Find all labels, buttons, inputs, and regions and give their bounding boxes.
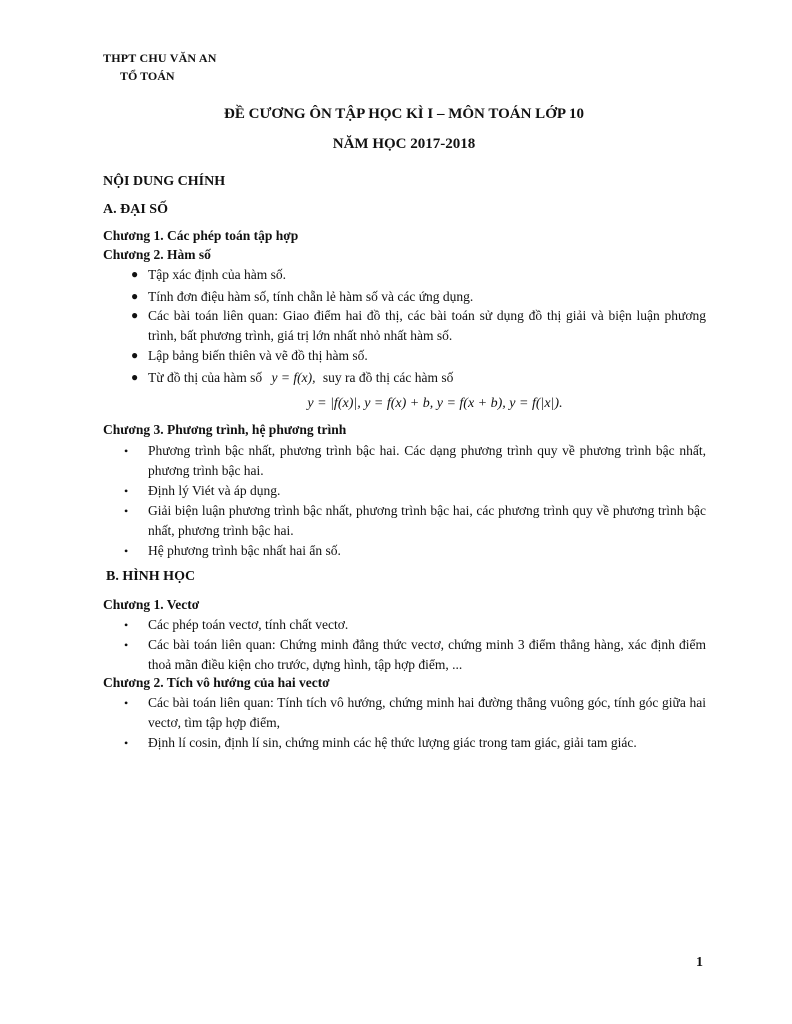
- algebra-chapter-1: Chương 1. Các phép toán tập hợp: [103, 228, 299, 243]
- geometry-chapter-1: Chương 1. Vectơ: [103, 597, 200, 612]
- department-name: TỔ TOÁN: [120, 69, 175, 83]
- list-item: Định lí cosin, định lí sin, chứng minh các hệ thức lượng giác trong tam giác, giải tam giác.: [148, 735, 637, 750]
- list-item: Lập bảng biến thiên và vẽ đồ thị hàm số.: [148, 348, 368, 363]
- bullet-icon: ●: [131, 348, 139, 362]
- bullet-icon: •: [124, 696, 129, 710]
- main-heading: NỘI DUNG CHÍNH: [103, 174, 226, 189]
- school-year: NĂM HỌC 2017-2018: [332, 136, 476, 152]
- list-item: [148, 368, 706, 388]
- bullet-icon: ●: [131, 267, 139, 281]
- list-item: Các bài toán liên quan: Giao điểm hai đồ thị, các bài toán sử dụng đồ thị giải và biện luận phương trình, bất phương trình, giá trị lớn nhất nhỏ nhất hàm số.: [148, 308, 706, 343]
- list-item: Tính đơn điệu hàm số, tính chẵn lẻ hàm số và các ứng dụng.: [148, 289, 474, 304]
- geometry-chapter-2: Chương 2. Tích vô hướng của hai vectơ: [103, 675, 330, 690]
- bullet-icon: •: [124, 544, 129, 558]
- bullet-icon: •: [124, 736, 129, 750]
- page-number: 1: [696, 955, 703, 970]
- list-item: Giải biện luận phương trình bậc nhất, phương trình bậc hai, các phương trình quy về phương trình bậc nhất, phương trình bậc hai.: [148, 503, 706, 538]
- list-item: Định lý Viét và áp dụng.: [148, 483, 281, 498]
- bullet-icon: ●: [131, 370, 139, 384]
- algebra-chapter-3: Chương 3. Phương trình, hệ phương trình: [103, 422, 347, 437]
- list-item-text: suy ra đồ thị các hàm số: [322, 370, 454, 385]
- list-item: Các phép toán vectơ, tính chất vectơ.: [148, 617, 349, 632]
- list-item: Tập xác định của hàm số.: [148, 267, 286, 282]
- list-item: Các bài toán liên quan: Chứng minh đẳng thức vectơ, chứng minh 3 điểm thẳng hàng, xác định điểm thoả mãn điều kiện cho trước, dựng hình, tập hợp điểm, ...: [148, 637, 706, 672]
- bullet-icon: •: [124, 638, 129, 652]
- section-b-heading: B. HÌNH HỌC: [106, 569, 196, 584]
- document-title: ĐỀ CƯƠNG ÔN TẬP HỌC KÌ I – MÔN TOÁN LỚP 10: [224, 106, 584, 122]
- bullet-icon: ●: [131, 289, 139, 303]
- list-item: Hệ phương trình bậc nhất hai ẩn số.: [148, 543, 341, 558]
- formula-line: y = |f(x)|, y = f(x) + b, y = f(x + b), y = f(|x|).: [307, 396, 563, 411]
- list-item: Phương trình bậc nhất, phương trình bậc hai. Các dạng phương trình quy về phương trình bậc nhất, phương trình bậc hai.: [148, 443, 706, 478]
- bullet-icon: •: [124, 504, 129, 518]
- list-item: Các bài toán liên quan: Tính tích vô hướng, chứng minh hai đường thẳng vuông góc, tính góc giữa hai vectơ, tìm tập hợp điểm,: [148, 695, 706, 730]
- school-name: THPT CHU VĂN AN: [103, 51, 217, 65]
- bullet-icon: •: [124, 444, 129, 458]
- algebra-chapter-2: Chương 2. Hàm số: [103, 247, 211, 262]
- inline-formula: y = f(x),: [271, 370, 316, 385]
- list-item-text: Từ đồ thị của hàm số: [148, 370, 263, 385]
- bullet-icon: •: [124, 618, 129, 632]
- section-a-heading: A. ĐẠI SỐ: [103, 202, 168, 217]
- bullet-icon: •: [124, 484, 129, 498]
- bullet-icon: ●: [131, 308, 139, 322]
